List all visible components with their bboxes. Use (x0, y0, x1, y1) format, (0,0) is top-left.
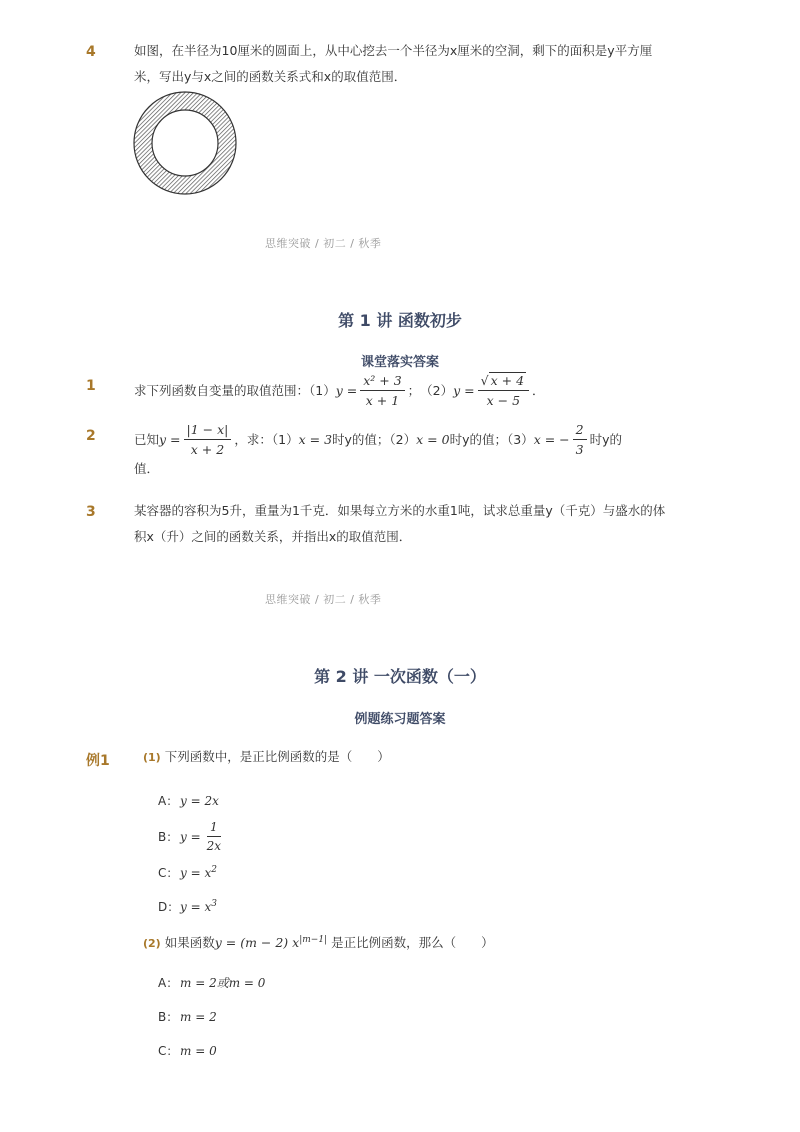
q1-end: ． (532, 382, 545, 398)
page-footer: 思维突破 / 初二 / 秋季 (265, 237, 382, 250)
q2-prefix: 已知 (134, 431, 160, 447)
q2-t2: 时y的值；（3） (449, 431, 534, 447)
q2-lhs: y = (159, 431, 181, 447)
option-2b[interactable]: B： m = 2 (158, 1010, 217, 1024)
annulus-figure (132, 90, 238, 196)
example-part2 (143, 927, 494, 957)
question-1 (134, 373, 545, 408)
part2-post: 是正比例函数，那么（ ） (331, 935, 494, 951)
page-footer-2: 思维突破 / 初二 / 秋季 (265, 593, 382, 606)
part2-exponent: |m−1| (299, 935, 328, 945)
problem-text-line1: 如图，在半径为10厘米的圆面上，从中心挖去一个半径为x厘米的空洞，剩下的面积是y平方厘 (134, 43, 653, 58)
q1-frac2-denominator: x − 5 (486, 393, 521, 408)
q2-fraction (184, 422, 232, 457)
q2-x3-fraction (573, 422, 587, 457)
q2-x1: x = 3 (298, 431, 333, 447)
lecture-title-2: 第 2 讲 一次函数（一） (314, 667, 486, 686)
section-title: 课堂落实答案 (360, 355, 439, 370)
q3-line2: 积x（升）之间的函数关系，并指出x的取值范围． (134, 529, 412, 544)
option-c[interactable]: C： $y = x^2$ (158, 865, 217, 880)
option-b-fraction: $\frac{1}{2x}$ (206, 820, 222, 854)
q1-lhs1: y = (335, 382, 358, 398)
part1-number: (1) (143, 751, 161, 764)
question-2 (134, 422, 622, 457)
q1-sep: ； （2） (407, 382, 454, 398)
q1-fraction-1 (360, 373, 404, 408)
question-number-2: 2 (86, 428, 96, 444)
q2-mid: ，求：（1） (234, 431, 299, 447)
q1-frac1-denominator: x + 1 (365, 393, 400, 408)
question-number-1: 1 (86, 378, 96, 394)
option-b[interactable]: B： y = $\frac{1}{2x}$ (158, 820, 227, 854)
example-label: 例1 (86, 753, 110, 769)
inner-hole (152, 110, 218, 176)
option-d[interactable]: D：$y = x^3$ (158, 899, 217, 914)
q1-fraction-2: $\frac{√ x + 4}{x - 5}$ (478, 373, 529, 408)
q1-frac1-numerator: x² + 3 (360, 373, 404, 391)
question-number-3: 3 (86, 504, 96, 520)
q2-x2: x = 0 (416, 431, 450, 447)
q2-numerator: |1 − x| (184, 422, 232, 440)
q3-line1: 某容器的容积为5升，重量为1千克．如果每立方米的水重1吨，试求总重量y（千克）与盛水的体 (134, 503, 666, 518)
part2-pre: 如果函数 (164, 935, 215, 951)
problem-number: 4 (86, 44, 96, 60)
q2-t3: 时y的 (589, 431, 622, 447)
option-2a[interactable]: A： m = 2或m = 0 (158, 976, 266, 990)
part2-number: (2) (143, 937, 161, 951)
q2-x3-denominator: 3 (575, 442, 584, 457)
option-a[interactable]: A： y = 2x (158, 794, 219, 808)
q2-line2: 值． (134, 461, 160, 476)
example-part1 (143, 744, 390, 771)
q2-x3-numerator: 2 (573, 422, 587, 440)
q1-lhs2: y = (453, 382, 475, 398)
q1-frac2-numerator: x + 4 (490, 373, 525, 388)
lecture-title: 第 1 讲 函数初步 (338, 311, 462, 330)
part1-text: 下列函数中，是正比例函数的是（ ） (164, 749, 390, 764)
option-2c[interactable]: C： m = 0 (158, 1044, 217, 1058)
q2-x3: x = − (533, 431, 570, 447)
problem-text-line2: 米，写出y与x之间的函数关系式和x的取值范围． (134, 69, 407, 84)
section-title-2: 例题练习题答案 (354, 712, 446, 727)
q2-t1: 时y的值；（2） (332, 431, 417, 447)
q1-prefix: 求下列函数自变量的取值范围：（1） (134, 382, 336, 398)
part2-math: y = (m − 2) x (214, 935, 300, 951)
q2-denominator: x + 2 (190, 442, 225, 457)
